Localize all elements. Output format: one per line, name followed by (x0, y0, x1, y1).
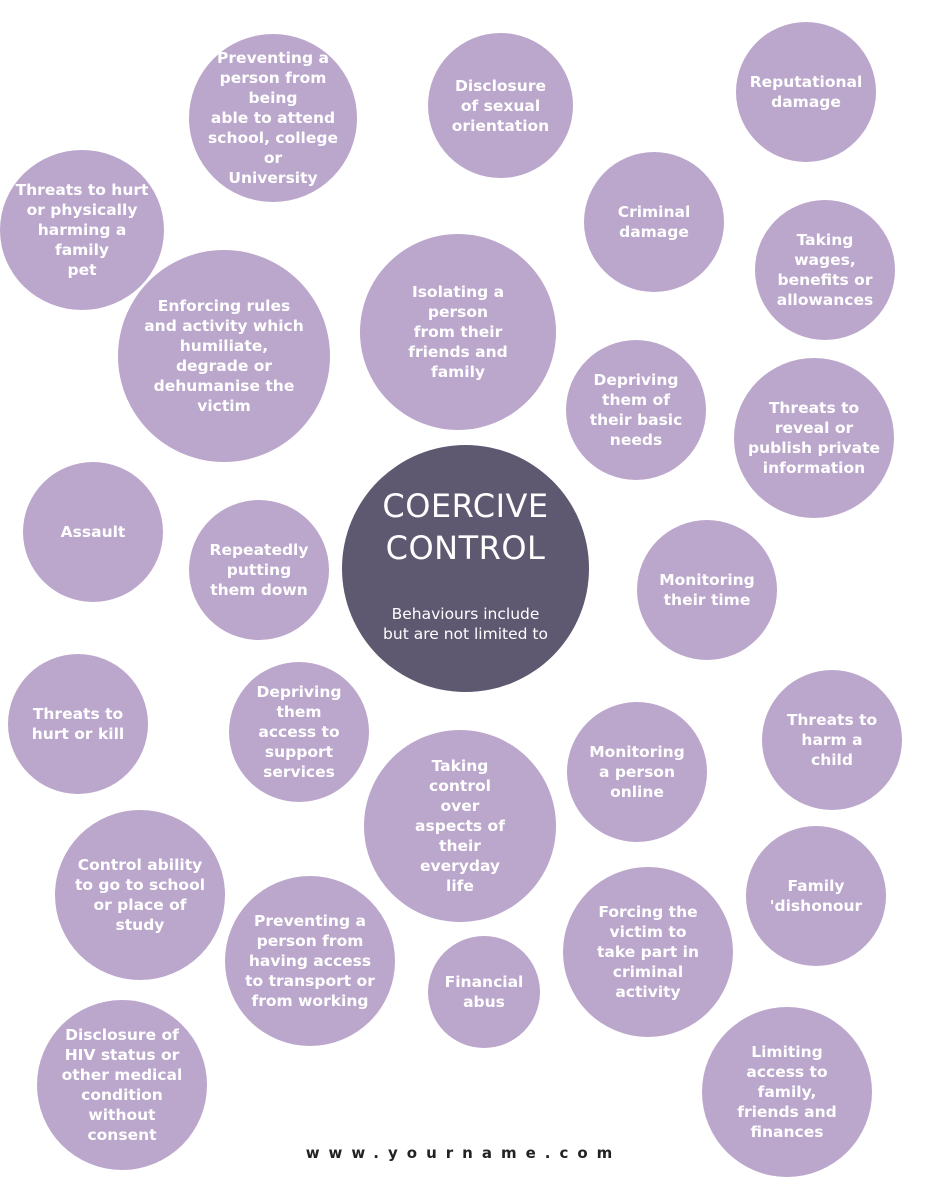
bubble-label: Preventing a person from having access to transport or from working (245, 912, 375, 1010)
center-title: COERCIVE CONTROL (382, 487, 549, 567)
bubble-label: Isolating a person from their friends and family (408, 283, 508, 381)
bubble-label: Forcing the victim to take part in criminal activity (596, 903, 700, 1001)
bubble-label: Repeatedly putting them down (209, 541, 309, 599)
bubble-label: Monitoring their time (659, 571, 755, 609)
bubble-repeatedly-putting-down (189, 500, 329, 640)
bubble-control-school (55, 810, 225, 980)
bubble-threats-kill (8, 654, 148, 794)
bubble-taking-wages (755, 200, 895, 340)
bubble-label: Family 'dishonour (769, 877, 863, 915)
bubble-label: Depriving them of their basic needs (589, 371, 683, 449)
bubble-label: Threats to hurt or physically harming a family pet (15, 181, 149, 279)
bubble-label: Disclosure of HIV status or other medical condition without consent (61, 1026, 183, 1144)
bubble-label: Disclosure of sexual orientation (451, 76, 550, 135)
bubble-monitoring-online (567, 702, 707, 842)
bubble-label: Reputational damage (749, 73, 863, 111)
bubble-label: Monitoring a person online (589, 743, 685, 801)
bubble-label: Depriving them access to support services (256, 683, 342, 781)
bubble-assault (23, 462, 163, 602)
bubble-isolating (360, 234, 556, 430)
bubble-threats-child (762, 670, 902, 810)
bubble-label: Enforcing rules and activity which humiliate, degrade or dehumanise the victim (144, 297, 304, 415)
bubble-threats-pet (0, 150, 164, 310)
bubble-preventing-school (189, 34, 357, 202)
bubble-sexual-orientation (428, 33, 573, 178)
bubble-preventing-transport (225, 876, 395, 1046)
bubble-depriving-support (229, 662, 369, 802)
bubble-label: Assault (60, 523, 126, 541)
bubble-criminal-damage (584, 152, 724, 292)
bubble-label: Financial abus (444, 973, 524, 1011)
bubble-enforcing-rules (118, 250, 330, 462)
bubble-depriving-needs (566, 340, 706, 480)
center-subtitle: Behaviours include but are not limited to (383, 605, 548, 643)
bubble-label: Criminal damage (617, 203, 691, 241)
bubble-monitoring-time (637, 520, 777, 660)
bubble-label: Threats to hurt or kill (31, 705, 125, 743)
bubble-label: Threats to reveal or publish private information (747, 399, 881, 477)
bubble-label: Taking control over aspects of their everyday life (415, 757, 505, 895)
bubble-taking-control (364, 730, 556, 922)
bubble-label: Threats to harm a child (786, 711, 878, 769)
bubble-threats-reveal (734, 358, 894, 518)
bubble-reputational-damage (736, 22, 876, 162)
bubble-financial-abuse (428, 936, 540, 1048)
bubble-forcing-criminal (563, 867, 733, 1037)
bubble-label: Taking wages, benefits or allowances (776, 231, 874, 309)
bubble-family-dishonour (746, 826, 886, 966)
bubble-label: Limiting access to family, friends and finances (737, 1043, 837, 1141)
bubble-label: Preventing a person from being able to attend school, college or University (208, 49, 338, 187)
center-circle (342, 445, 589, 692)
bubble-label: Control ability to go to school or place of study (74, 856, 206, 934)
website-url: www.yourname.com (305, 1144, 622, 1162)
